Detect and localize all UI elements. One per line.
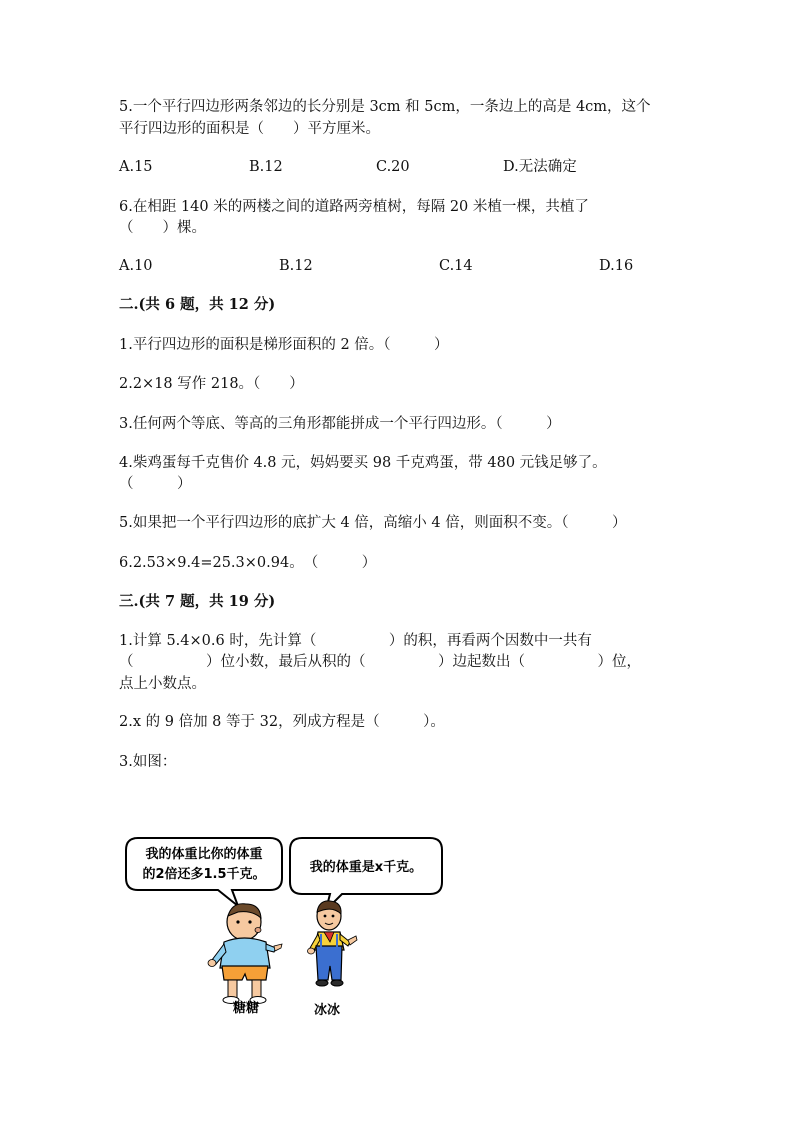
chubby-child-illustration	[208, 904, 282, 1016]
bubble-right-text: 我的体重是x千克。	[309, 860, 423, 875]
s2-item-4-line-1: 4.柴鸡蛋每千克售价 4.8 元，妈妈要买 98 千克鸡蛋，带 480 元钱足够了。	[119, 455, 607, 471]
q6-line-1: 6.在相距 140 米的两楼之间的道路两旁植树，每隔 20 米植一棵，共植了	[119, 199, 589, 215]
q6-option-c: C.14	[439, 258, 473, 274]
q5-option-c: C.20	[376, 159, 410, 175]
section-3-heading: 三.(共 7 题，共 19 分)	[119, 593, 276, 610]
s3-q3: 3.如图：	[119, 754, 177, 770]
q5-line-1: 5.一个平行四边形两条邻边的长分别是 3cm 和 5cm，一条边上的高是 4cm，这个	[119, 99, 651, 115]
bubble-left-line-1: 我的体重比你的体重	[145, 847, 263, 862]
s2-item-5: 5.如果把一个平行四边形的底扩大 4 倍，高缩小 4 倍，则面积不变。（ ）	[119, 515, 627, 531]
weight-figure	[120, 830, 460, 1030]
q5-option-d: D.无法确定	[503, 159, 577, 175]
name-label-tangtang: 糖糖	[232, 1001, 260, 1016]
speech-bubble-right	[290, 838, 442, 910]
s3-q1-line-1: 1.计算 5.4×0.6 时，先计算（ ）的积，再看两个因数中一共有	[119, 633, 592, 649]
s3-q2: 2.x 的 9 倍加 8 等于 32，列成方程是（ ）。	[119, 714, 445, 730]
q6-option-a: A.10	[119, 258, 153, 274]
q5-option-a: A.15	[119, 159, 153, 175]
q6-line-2: （ ）棵。	[119, 220, 206, 236]
s2-item-1: 1.平行四边形的面积是梯形面积的 2 倍。（ ）	[119, 337, 449, 353]
name-label-bingbing: 冰冰	[313, 1003, 341, 1018]
q5-option-b: B.12	[249, 159, 283, 175]
speech-bubble-left	[126, 838, 282, 906]
q5-line-2: 平行四边形的面积是（ ）平方厘米。	[119, 121, 380, 137]
q6-option-b: B.12	[279, 258, 313, 274]
s2-item-3: 3.任何两个等底、等高的三角形都能拼成一个平行四边形。（ ）	[119, 416, 561, 432]
s3-q1-line-3: 点上小数点。	[119, 676, 206, 692]
q6-option-d: D.16	[599, 258, 634, 274]
s3-q1-line-2: （ ）位小数，最后从积的（ ）边起数出（ ）位，	[119, 654, 641, 670]
slim-child-illustration	[308, 901, 358, 1018]
section-2-heading: 二.(共 6 题，共 12 分)	[119, 296, 276, 313]
s2-item-4-line-2: （ ）	[119, 476, 192, 492]
s2-item-2: 2.2×18 写作 218。（ ）	[119, 376, 304, 392]
bubble-left-line-2: 的2倍还多1.5千克。	[142, 867, 266, 882]
s2-item-6: 6.2.53×9.4=25.3×0.94。 （ ）	[119, 555, 377, 571]
